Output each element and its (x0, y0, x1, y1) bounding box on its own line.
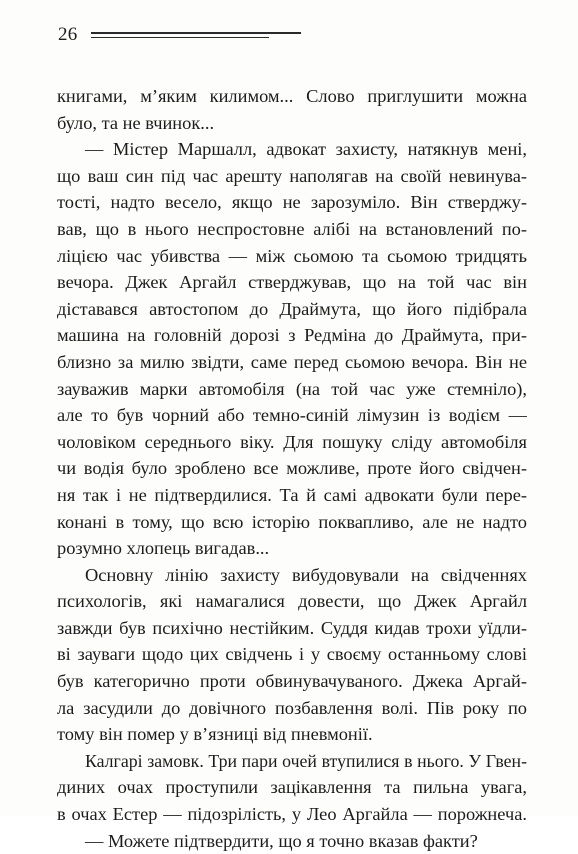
text-line: було, та не вчинок... (57, 112, 215, 133)
text-line: що ваш син під час арешту наполягав на своїй невинува- (57, 165, 527, 186)
text-line: ві зауваги щодо цих свідчень і у своєму останньому слові (57, 644, 527, 665)
text-line: тому він помер у в’язниці від пневмонії. (57, 724, 373, 745)
text-line: зауважив марки автомобіля (на той час уже стемніло), (57, 378, 527, 399)
text-line: книгами, м’яким килимом... Слово приглушити можна (57, 86, 527, 106)
header-rule-thick (91, 32, 301, 34)
text-line: чоловіком середнього віку. Для пошуку сліду автомобіля (57, 431, 527, 452)
text-line: вечора. Джек Аргайл стверджував, що на той час він (57, 272, 527, 293)
text-line: завжди був психічно нестійким. Суддя кидав трохи уїдли- (57, 617, 527, 638)
text-line: машина на головній дорозі з Редміна до Драймута, при- (57, 325, 527, 346)
text-line: Калгарі замовк. Три пари очей втупилися в нього. У Гвен- (85, 750, 527, 771)
text-line: Основну лінію захисту вибудовували на свідченнях (85, 564, 527, 585)
text-line: в очах Естер — підозрілість, у Лео Аргайла — порожнеча. (57, 804, 527, 825)
page-number: 26 (58, 24, 78, 45)
text-line: — Можете підтвердити, що я точно вказав факти? (85, 830, 478, 851)
text-line: розумно хлопець вигадав... (57, 538, 270, 559)
text-line: близно за милю звідти, саме перед сьомою вечора. Він не (57, 351, 527, 372)
page-header (58, 24, 318, 46)
text-line: ліцією час убивства — між сьомою та сьомою тридцять (57, 245, 527, 266)
text-line: диних очах проступили зацікавлення та пильна увага, (57, 777, 527, 798)
text-line: діставався автостопом до Драймута, що його підібрала (57, 298, 527, 319)
text-line: — Містер Маршалл, адвокат захисту, натякнув мені, (85, 139, 527, 160)
text-line: був категорично проти обвинувачуваного. Джека Аргай- (57, 671, 527, 692)
text-line: вав, що в нього неспростовне алібі на встановлений по- (57, 218, 527, 239)
body-text (57, 83, 527, 854)
text-line: психологів, які намагалися довести, що Джек Аргайл (57, 591, 527, 612)
text-line: конані в тому, що всю історію поквапливо, але не надто (57, 511, 527, 532)
text-line: чи водія було зроблено все можливе, проте його свідчен- (57, 458, 527, 479)
text-line: тості, надто весело, якщо не зарозуміло. Він стверджу- (57, 192, 527, 213)
text-line: але то був чорний або темно-синій лімузин із водієм — (57, 405, 527, 426)
header-rule-thin (91, 37, 269, 38)
text-line: ла засудили до довічного позбавлення волі. Пів року по (57, 697, 527, 718)
text-line: ня так і не підтвердилися. Та й самі адвокати були пере- (57, 484, 527, 505)
